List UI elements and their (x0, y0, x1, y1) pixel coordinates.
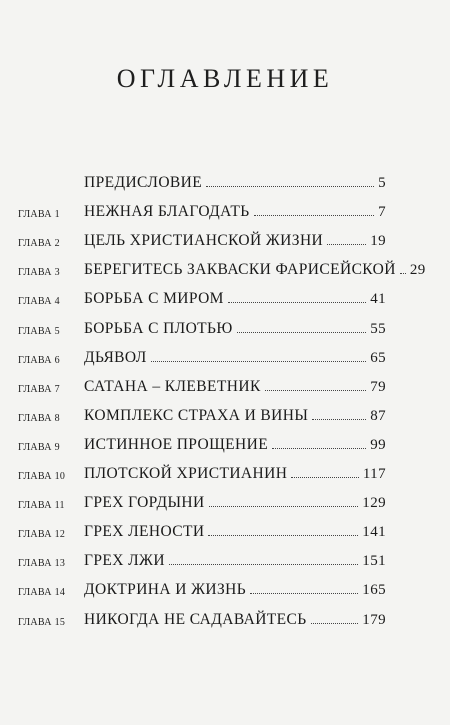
page-number: 19 (370, 233, 386, 250)
chapter-number: ГЛАВА 6 (18, 354, 60, 366)
toc-entry (0, 203, 450, 225)
chapter-title: ГРЕХ ГОРДЫНИ (84, 494, 205, 512)
toc-line (84, 581, 386, 599)
chapter-number: ГЛАВА 3 (18, 267, 60, 279)
chapter-title: БЕРЕГИТЕСЬ ЗАКВАСКИ ФАРИСЕЙСКОЙ (84, 261, 396, 279)
chapter-title: НЕЖНАЯ БЛАГОДАТЬ (84, 203, 250, 221)
chapter-number: ГЛАВА 8 (18, 412, 60, 424)
toc-line (84, 232, 386, 250)
toc-entry (0, 523, 450, 545)
toc-line (84, 290, 386, 308)
dot-leader (311, 623, 359, 624)
chapter-title: ИСТИННОЕ ПРОЩЕНИЕ (84, 435, 269, 453)
chapter-number: ГЛАВА 13 (18, 558, 66, 570)
dot-leader (272, 448, 366, 449)
toc-line (84, 174, 386, 192)
toc-entry (0, 378, 450, 400)
page-number: 79 (370, 378, 386, 395)
dot-leader (208, 535, 358, 536)
page-number: 5 (378, 175, 386, 191)
page-number: 117 (362, 466, 386, 482)
toc-entry (0, 581, 450, 603)
dot-leader (209, 506, 359, 507)
toc-entry (0, 261, 450, 283)
chapter-title: ПЛОТСКОЙ ХРИСТИАНИН (84, 465, 288, 482)
page-number: 165 (362, 582, 386, 599)
dot-leader (400, 273, 406, 274)
chapter-title: БОРЬБА С ПЛОТЬЮ (84, 319, 233, 337)
chapter-number: ГЛАВА 4 (18, 296, 60, 308)
chapter-title: САТАНА – КЛЕВЕТНИК (84, 377, 261, 395)
dot-leader (169, 564, 358, 565)
toc-line (84, 523, 386, 541)
dot-leader (206, 186, 374, 187)
toc-entry (0, 552, 450, 574)
page-number: 41 (370, 291, 386, 308)
dot-leader (327, 244, 366, 245)
toc-line (84, 203, 386, 221)
toc-entry (0, 320, 450, 342)
page-number: 87 (370, 407, 386, 424)
page-number: 151 (362, 553, 386, 570)
toc-entry (0, 174, 450, 196)
toc-line (84, 407, 386, 425)
chapter-number: ГЛАВА 2 (18, 238, 60, 250)
dot-leader (254, 215, 375, 216)
dot-leader (250, 593, 358, 594)
chapter-title: ДЬЯВОЛ (84, 348, 147, 366)
toc-entry (0, 611, 450, 633)
chapter-title: ПРЕДИСЛОВИЕ (84, 174, 203, 191)
chapter-title: КОМПЛЕКС СТРАХА И ВИНЫ (84, 406, 309, 424)
chapter-title: ДОКТРИНА И ЖИЗНЬ (84, 581, 247, 599)
chapter-title: НИКОГДА НЕ САДАВАЙТЕСЬ (84, 610, 307, 628)
toc-line (84, 611, 386, 629)
page-number: 7 (378, 204, 386, 221)
toc-entry (0, 290, 450, 312)
toc-entry (0, 436, 450, 458)
toc-line (84, 378, 386, 396)
page-number: 65 (370, 349, 386, 366)
chapter-number: ГЛАВА 12 (18, 529, 66, 541)
toc-line (84, 465, 386, 483)
toc-line (84, 261, 426, 279)
chapter-number: ГЛАВА 10 (18, 471, 66, 482)
page-number: 129 (362, 495, 386, 512)
chapter-title: БОРЬБА С МИРОМ (84, 290, 224, 308)
chapter-number: ГЛАВА 9 (18, 441, 60, 453)
toc-entry (0, 349, 450, 371)
chapter-number: ГЛАВА 14 (18, 587, 66, 599)
toc-entry (0, 494, 450, 516)
toc-entry (0, 232, 450, 254)
toc-entry (0, 407, 450, 429)
chapter-title: ГРЕХ ЛЕНОСТИ (84, 523, 205, 541)
page-title: ОГЛАВЛЕНИЕ (116, 64, 334, 93)
chapter-title: ГРЕХ ЛЖИ (84, 552, 165, 570)
dot-leader (151, 361, 367, 362)
page-number: 141 (362, 524, 386, 541)
chapter-number: ГЛАВА 11 (18, 500, 65, 512)
dot-leader (228, 302, 366, 303)
toc-entry (0, 465, 450, 487)
dot-leader (237, 332, 367, 333)
chapter-number: ГЛАВА 5 (18, 325, 60, 337)
toc-line (84, 552, 386, 570)
dot-leader (312, 419, 366, 420)
page-number: 179 (362, 611, 386, 628)
page-number: 55 (370, 320, 386, 337)
toc-line (84, 436, 386, 454)
chapter-number: ГЛАВА 7 (18, 383, 60, 395)
dot-leader (265, 390, 366, 391)
toc-line (84, 349, 386, 367)
page-number: 29 (409, 262, 426, 279)
dot-leader (291, 477, 359, 478)
chapter-title: ЦЕЛЬ ХРИСТИАНСКОЙ ЖИЗНИ (84, 232, 324, 250)
chapter-number: ГЛАВА 15 (18, 616, 66, 628)
chapter-number: ГЛАВА 1 (18, 209, 60, 221)
toc-line (84, 494, 386, 512)
page-number: 99 (370, 436, 386, 453)
toc-line (84, 320, 386, 338)
